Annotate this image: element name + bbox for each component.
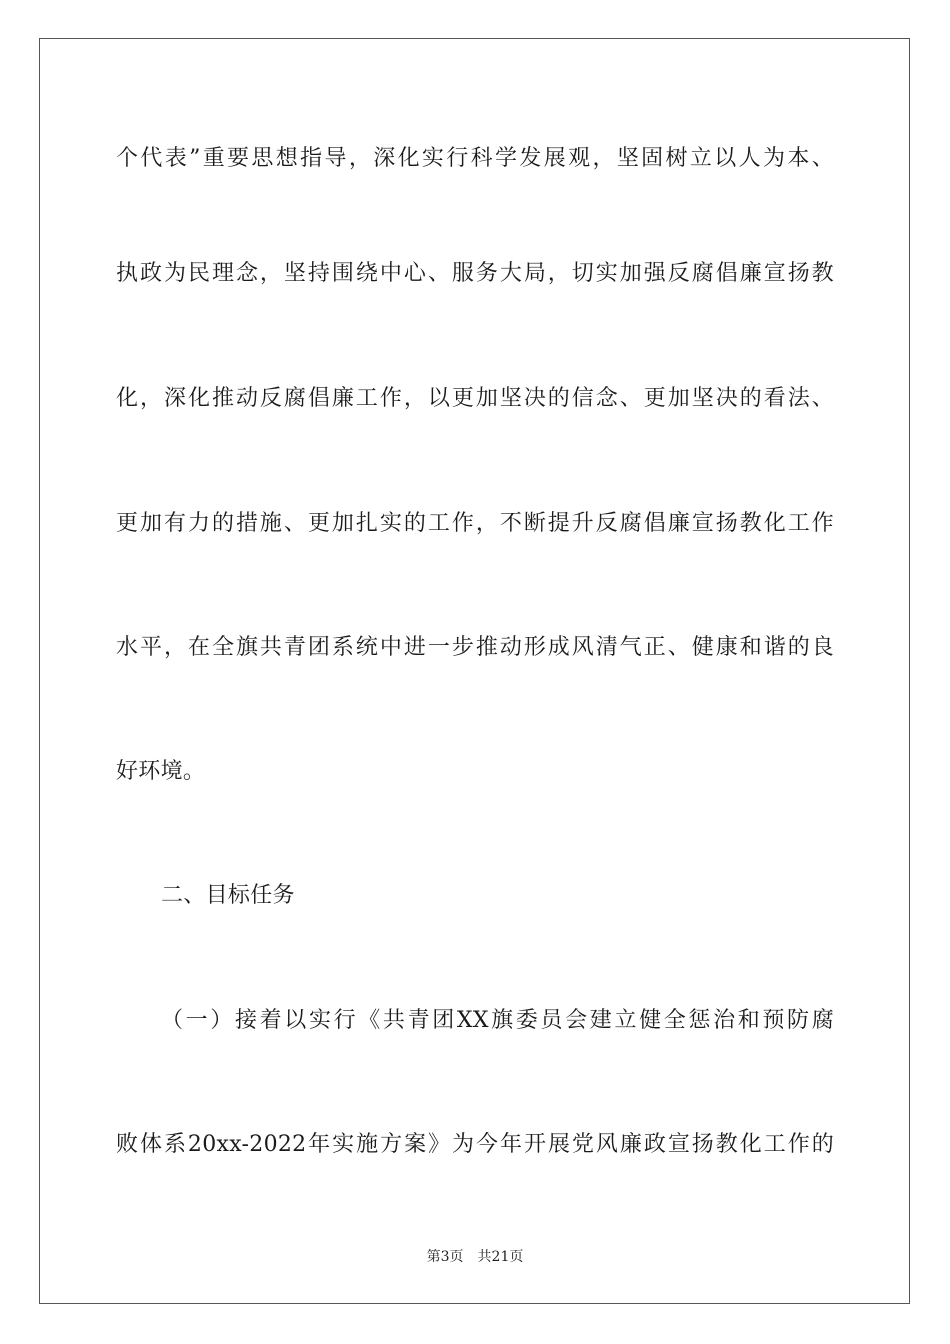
item-text-line: （一）接着以实行《共青团XX旗委员会建立健全惩治和预防腐	[161, 1008, 834, 1033]
body-text-line: 化，深化推动反腐倡廉工作，以更加坚决的信念、更加坚决的看法、	[116, 386, 834, 411]
body-text-line: 水平，在全旗共青团系统中进一步推动形成风清气正、健康和谐的良	[116, 635, 834, 660]
page-footer	[0, 1247, 950, 1267]
body-text-line: 个代表”重要思想指导，深化实行科学发展观，坚固树立以人为本、	[116, 146, 834, 171]
page-number-total: 共21页	[477, 1249, 524, 1265]
body-text-line: 执政为民理念，坚持围绕中心、服务大局，切实加强反腐倡廉宣扬教	[116, 261, 834, 286]
page-number-current: 第3页	[426, 1249, 464, 1265]
item-text-line: 败体系20xx-2022年实施方案》为今年开展党风廉政宣扬教化工作的	[116, 1132, 834, 1157]
body-text-line: 好环境。	[116, 759, 206, 784]
section-heading: 二、目标任务	[161, 883, 295, 908]
page-border	[39, 38, 910, 1304]
body-text-line: 更加有力的措施、更加扎实的工作，不断提升反腐倡廉宣扬教化工作	[116, 511, 834, 536]
